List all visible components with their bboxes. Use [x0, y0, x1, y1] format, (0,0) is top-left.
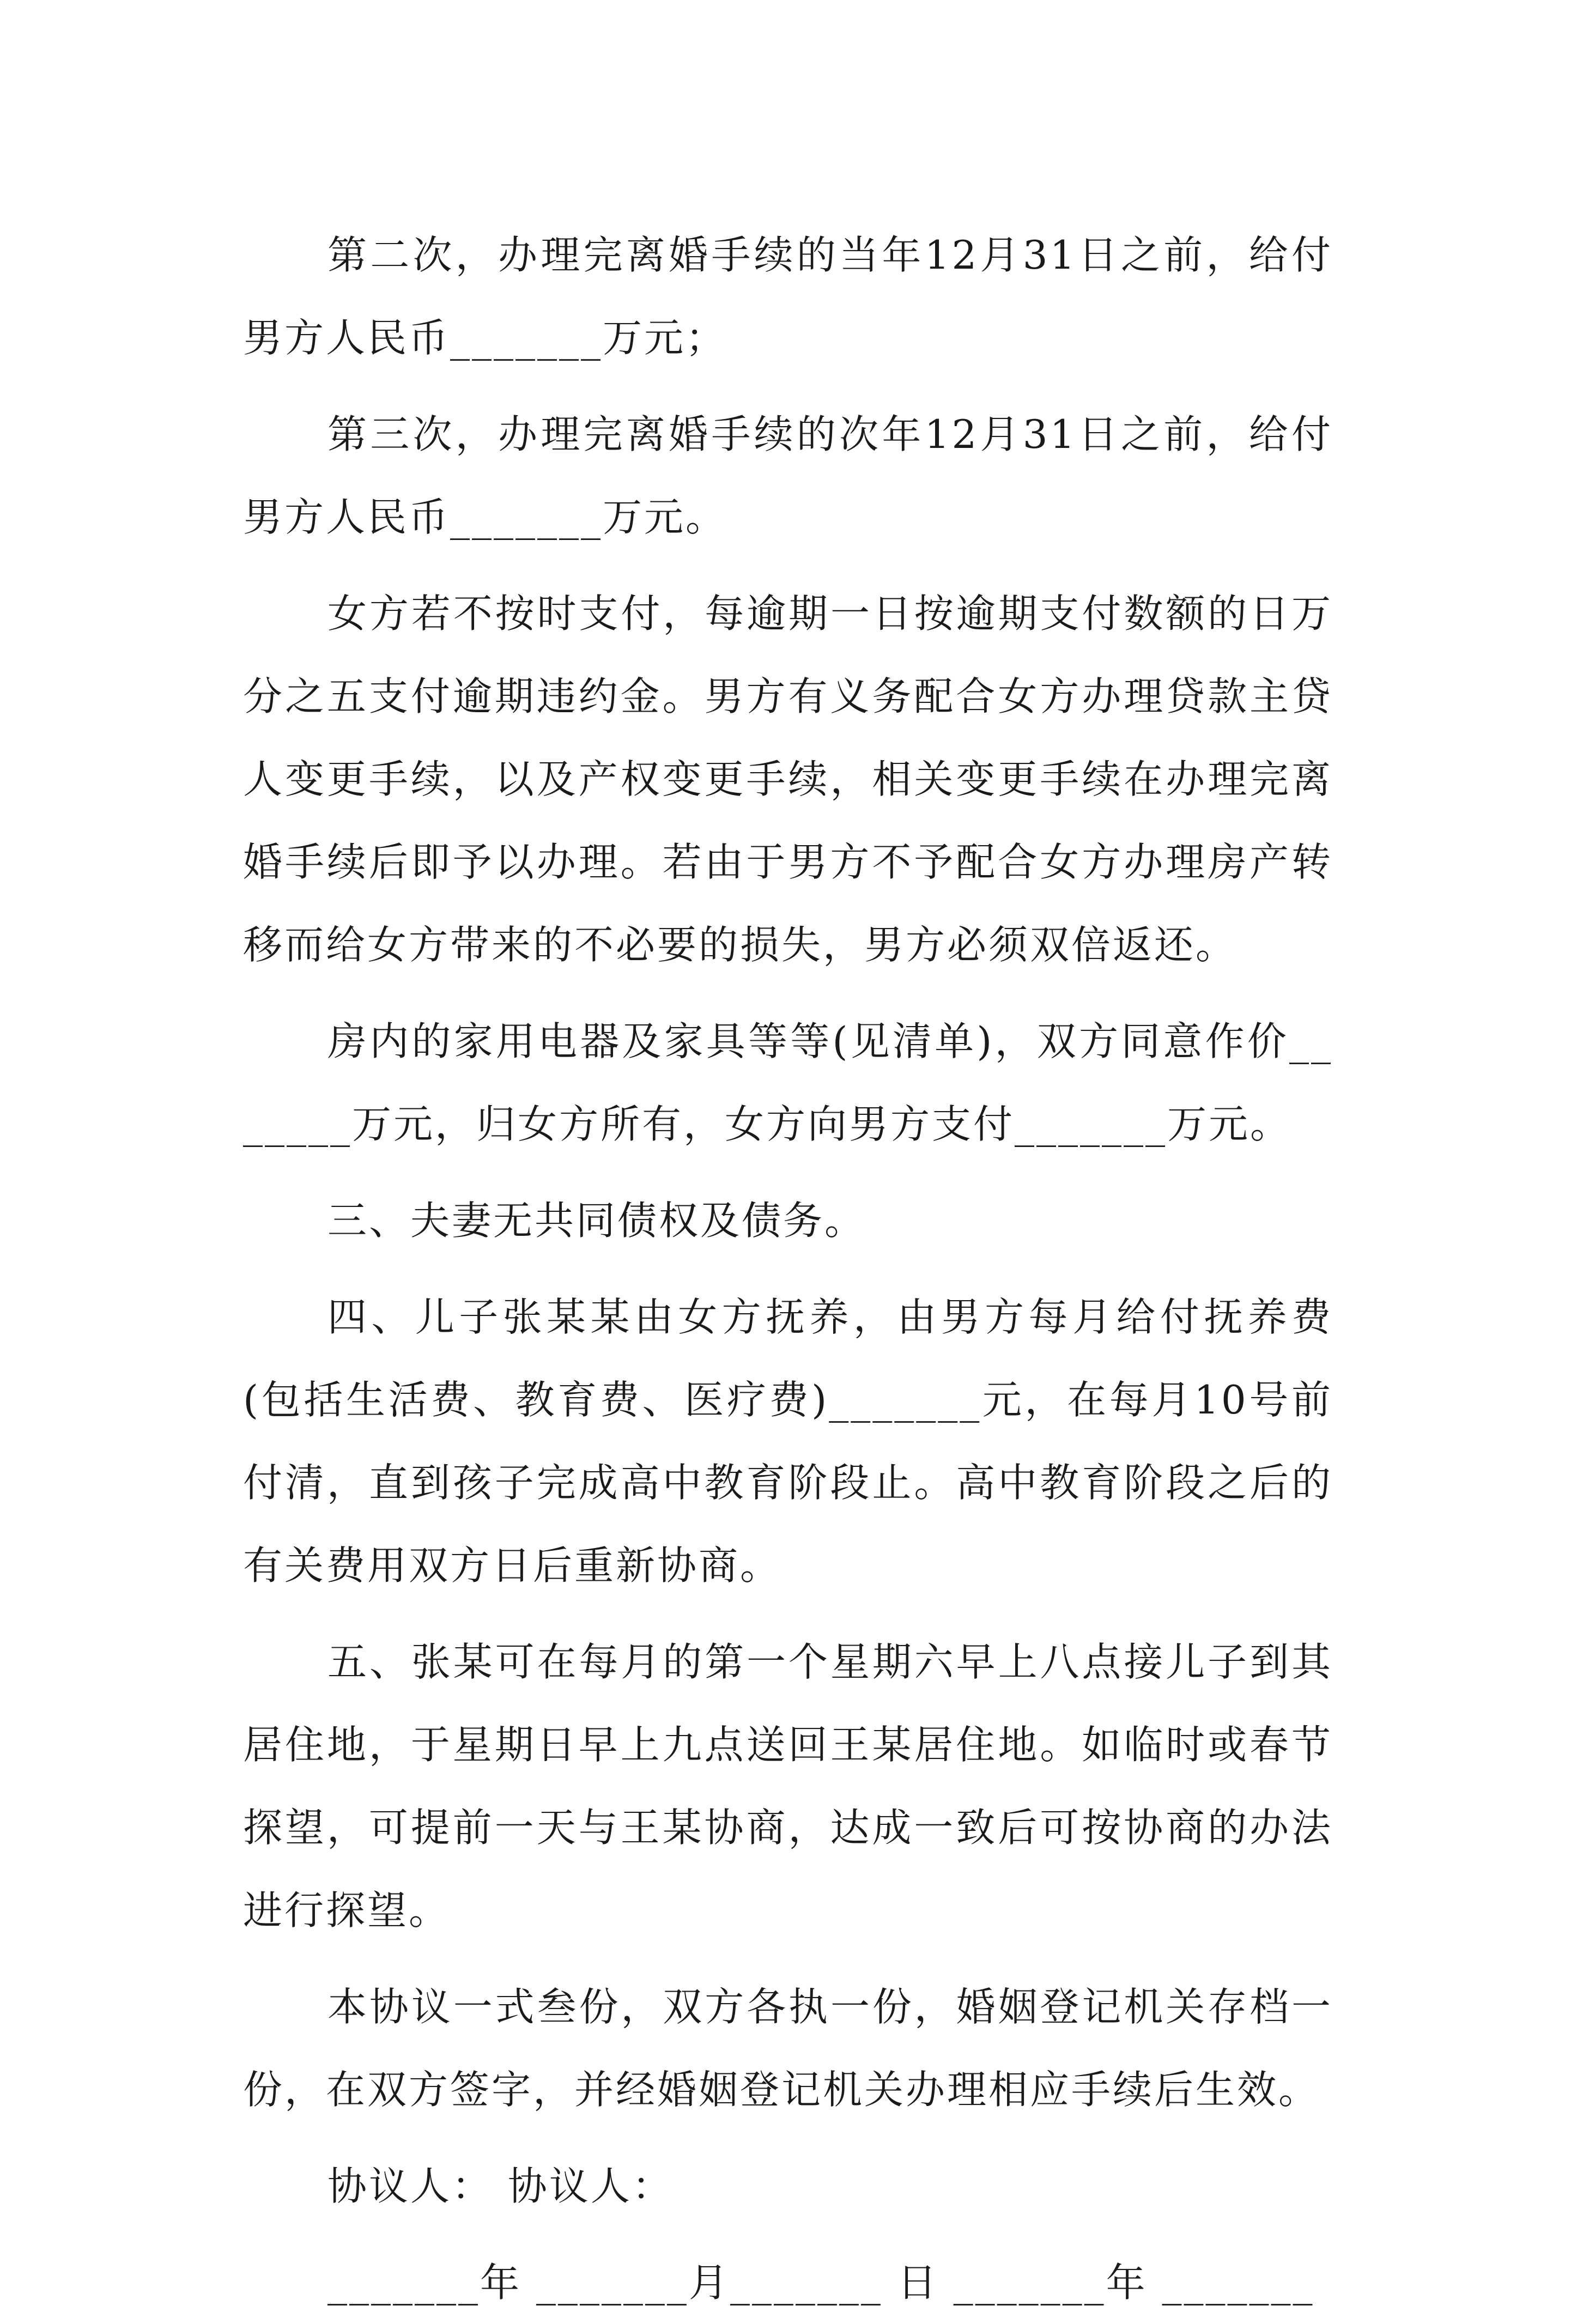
paragraph-visitation: 五、张某可在每月的第一个星期六早上八点接儿子到其居住地，于星期日早上九点送回王某居住地。如临时或春节探望，可提前一天与王某协商，达成一致后可按协商的办法进行探望。 — [243, 1639, 1333, 1933]
paragraph-second-payment: 第二次，办理完离婚手续的当年12月31日之前，给付男方人民币_______万元； — [243, 232, 1333, 361]
document-body — [243, 214, 1333, 2324]
paragraph-furniture: 房内的家用电器及家具等等(见清单)，双方同意作价_______万元，归女方所有，女方向男方支付_______万元。 — [243, 1018, 1333, 1147]
date-line: _______年 _______月_______ 日 _______年 _______ — [327, 2260, 1315, 2305]
paragraph-debts: 三、夫妻无共同债权及债务。 — [327, 1198, 866, 1243]
paragraph-child-support: 四、儿子张某某由女方抚养，由男方每月给付抚养费(包括生活费、教育费、医疗费)_______元，在每月10号前付清，直到孩子完成高中教育阶段止。高中教育阶段之后的有关费用双方日后重新协商。 — [243, 1294, 1333, 1588]
paragraph-late-penalty: 女方若不按时支付，每逾期一日按逾期支付数额的日万分之五支付逾期违约金。男方有义务配合女方办理贷款主贷人变更手续，以及产权变更手续，相关变更手续在办理完离婚手续后即予以办理。若由于男方不予配合女方办理房产转移而给女方带来的不必要的损失，男方必须双倍返还。 — [243, 591, 1333, 968]
signatories-line: 协议人： 协议人： — [327, 2163, 674, 2209]
paragraph-third-payment: 第三次，办理完离婚手续的次年12月31日之前，给付男方人民币_______万元。 — [243, 411, 1333, 540]
paragraph-copies: 本协议一式叁份，双方各执一份，婚姻登记机关存档一份，在双方签字，并经婚姻登记机关办理相应手续后生效。 — [243, 1984, 1333, 2113]
